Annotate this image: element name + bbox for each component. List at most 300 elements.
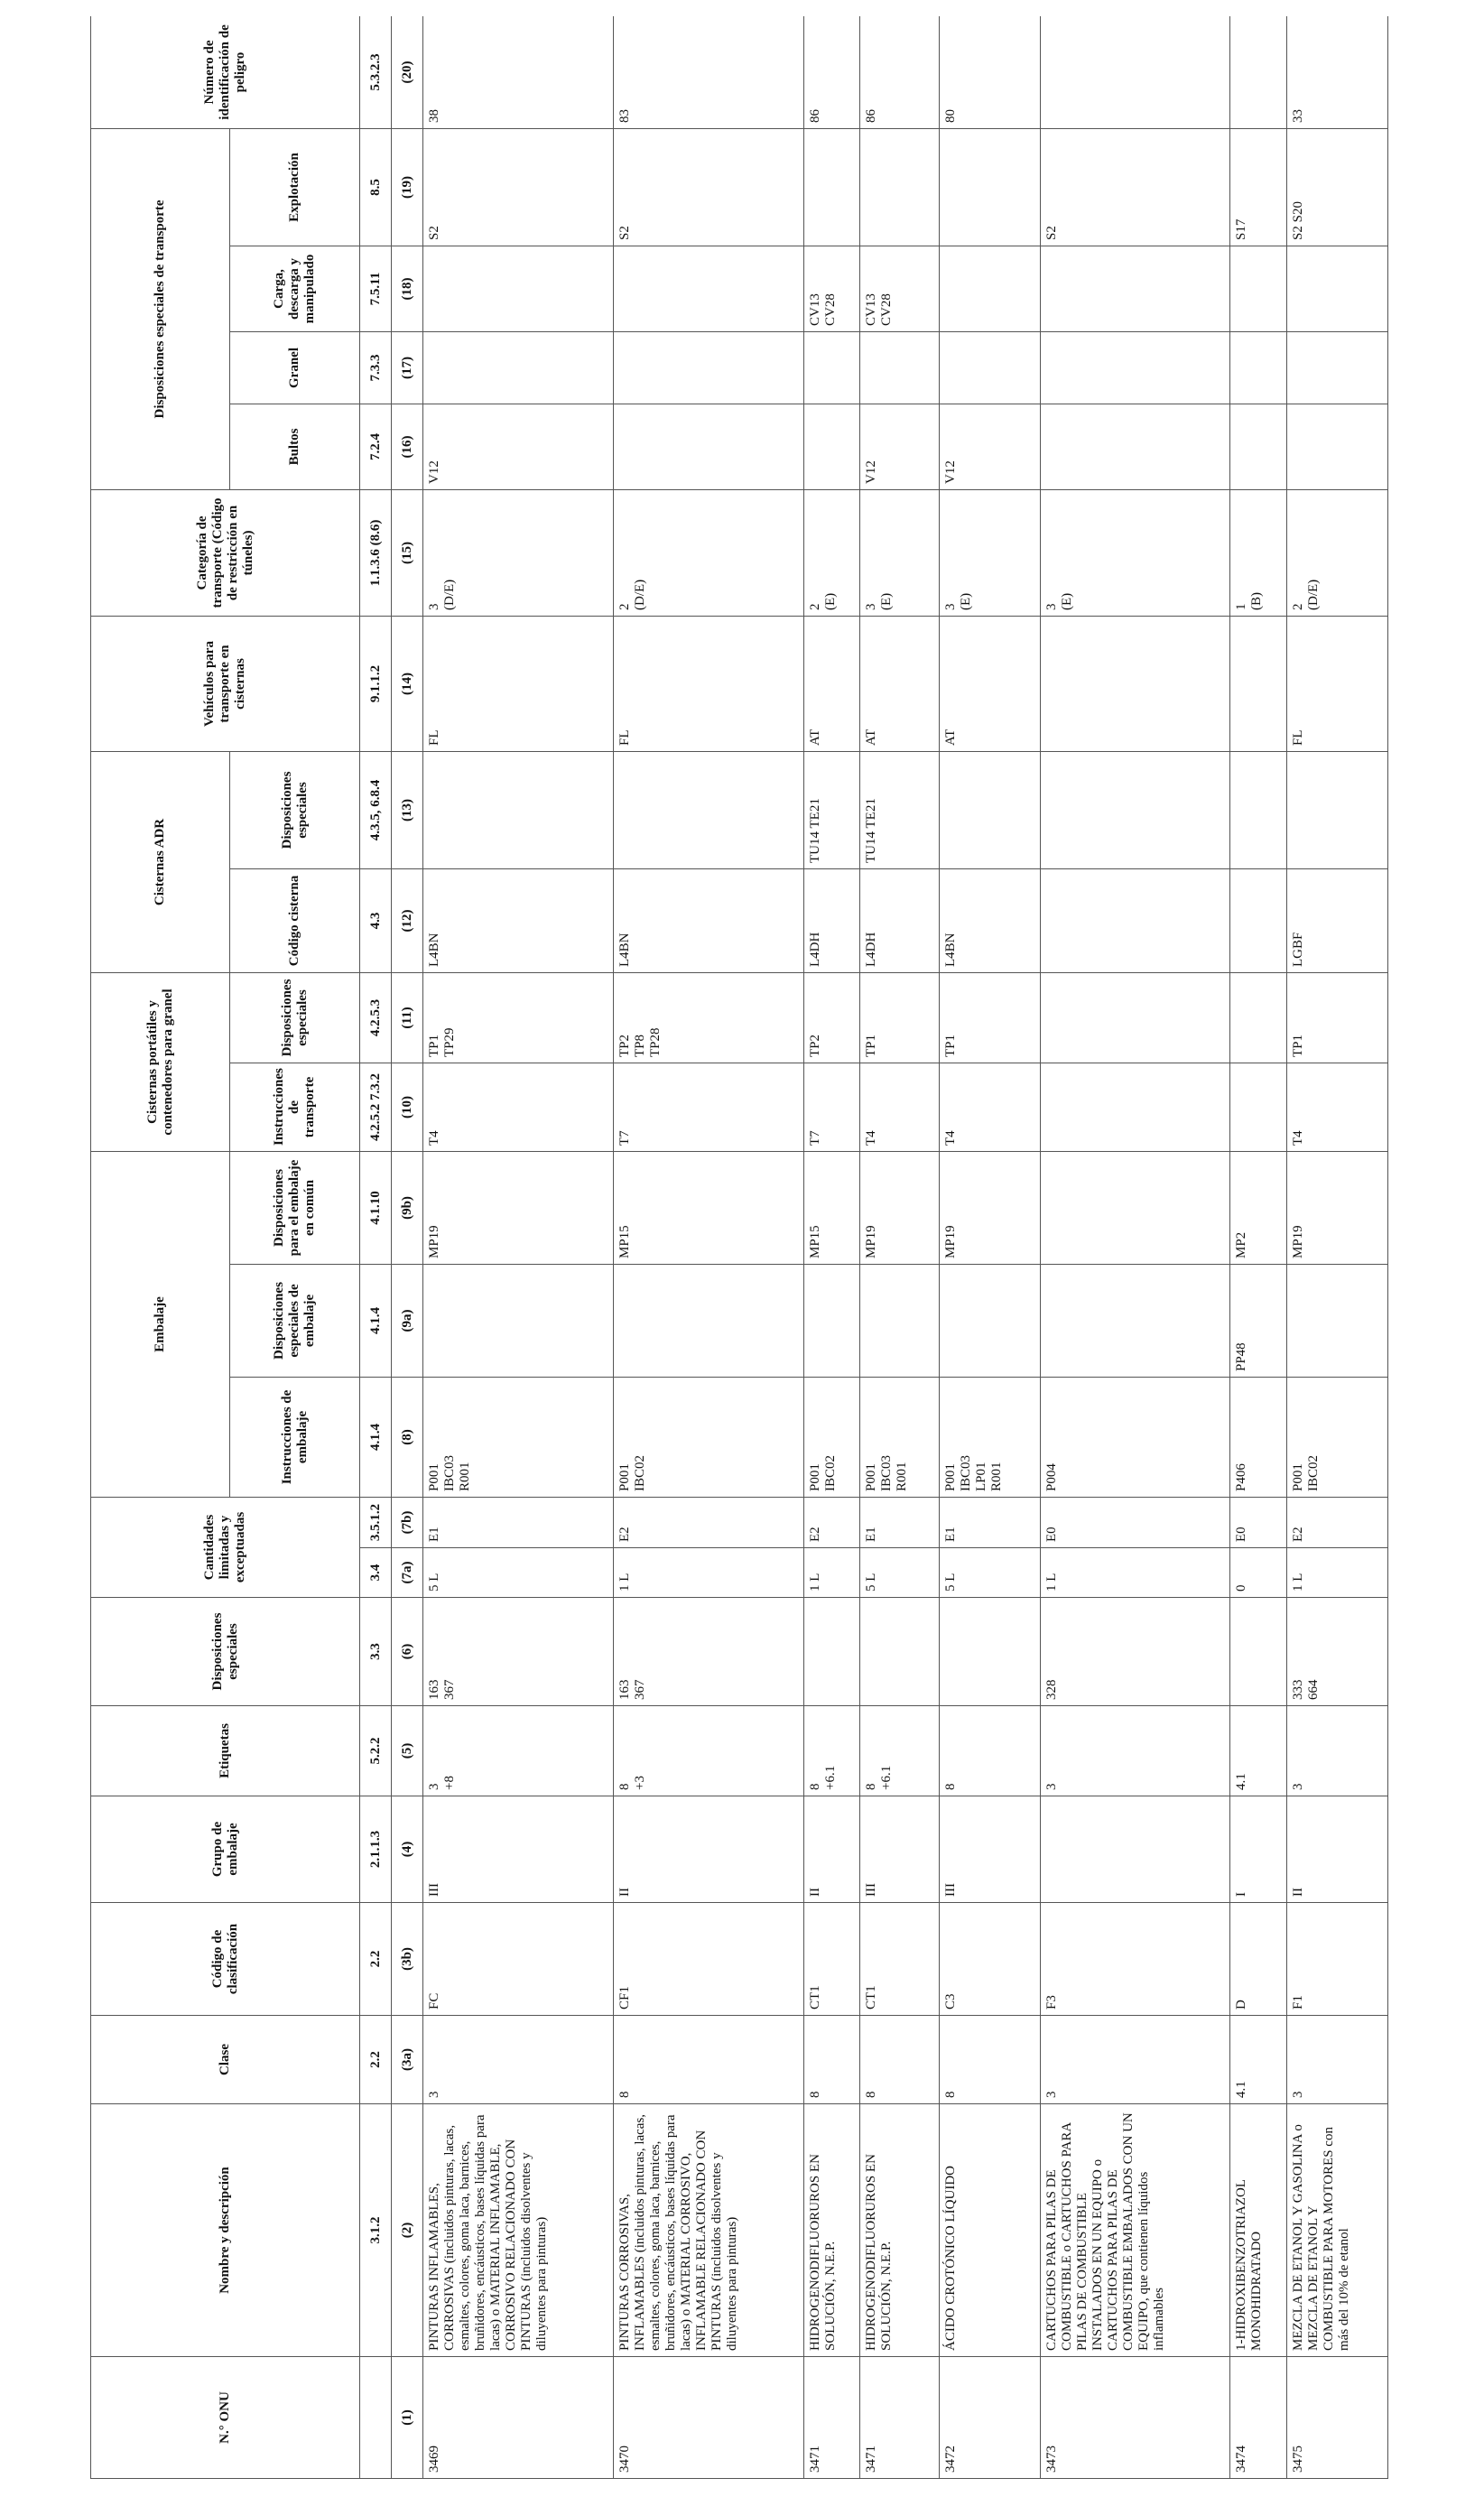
labels-cell-line: +6.1 — [822, 1765, 838, 1790]
transport-category-cell-line: 2 — [807, 603, 822, 610]
hazard-id-cell: 86 — [803, 16, 860, 128]
portable-special-cell — [860, 972, 939, 1063]
column-number-cell: (19) — [392, 128, 423, 246]
header-transport-category: Categoría de transporte (Código de restricción en túneles) — [91, 489, 360, 616]
adr-special-cell — [1040, 751, 1230, 868]
header-tank-code: Código cisterna — [230, 868, 360, 972]
column-number-row — [392, 16, 423, 2479]
transport-category-cell — [803, 489, 860, 616]
excepted-quantity-cell: E2 — [803, 1498, 860, 1548]
name-cell: HIDROGENODIFLUORUROS EN SOLUCIÓN, N.E.P. — [803, 2104, 860, 2357]
portable-special-cell — [613, 972, 803, 1063]
column-number-cell: (18) — [392, 246, 423, 331]
limited-quantity-cell: 1 L — [613, 1548, 803, 1598]
special-packing-cell — [1040, 1265, 1230, 1378]
un-number-cell: 3472 — [939, 2357, 1040, 2479]
loading-cell — [1286, 246, 1387, 331]
labels-cell-line: +8 — [442, 1776, 457, 1790]
operation-cell: S17 — [1230, 128, 1287, 246]
transport-category-cell — [939, 489, 1040, 616]
mixed-packing-cell: MP15 — [613, 1152, 803, 1265]
reference-cell: 2.1.1.3 — [360, 1796, 392, 1903]
packages-cell: V12 — [939, 404, 1040, 489]
special-packing-cell — [423, 1265, 614, 1378]
table-row — [1040, 16, 1230, 2479]
class-cell: 4.1 — [1230, 2016, 1287, 2104]
reference-cell: 3.5.1.2 — [360, 1498, 392, 1548]
reference-cell: 7.3.3 — [360, 331, 392, 404]
name-cell: PINTURAS INFLAMABLES, CORROSIVAS (incluidos pinturas, lacas, esmaltes, colores, goma laca, barnices, bruñidores, encáusticos, bases líquidas para lacas) o MATERIAL INFLAMABLE, CORROSIVO RELACIONADO CON PINTURAS (incluidos disolventes y diluyentes para pinturas) — [423, 2104, 614, 2357]
packages-cell — [1230, 404, 1287, 489]
operation-cell: S2 — [423, 128, 614, 246]
special-provisions-cell — [423, 1598, 614, 1706]
labels-cell — [803, 1706, 860, 1796]
labels-cell — [1286, 1706, 1387, 1796]
packing-instructions-cell-line: IBC02 — [1305, 1454, 1321, 1491]
special-provisions-cell-line: 367 — [632, 1679, 647, 1700]
column-number-cell: (8) — [392, 1378, 423, 1498]
transport-category-cell-line: 3 — [942, 603, 958, 610]
un-number-cell: 3471 — [860, 2357, 939, 2479]
table-row — [613, 16, 803, 2479]
column-number-cell: (20) — [392, 16, 423, 128]
header-transport-instructions: Instrucciones de transporte — [230, 1063, 360, 1152]
loading-cell-line: CV13 — [807, 293, 822, 326]
portable-special-cell — [939, 972, 1040, 1063]
column-number-cell: (3a) — [392, 2016, 423, 2104]
portable-special-cell-line: TP8 — [632, 1034, 647, 1057]
table-body — [423, 16, 1388, 2479]
adr-special-cell — [613, 751, 803, 868]
loading-cell-line: CV28 — [822, 293, 838, 326]
header-transport-special: Disposiciones especiales de transporte — [91, 128, 230, 489]
header-hazard-id: Número de identificación de peligro — [91, 16, 360, 128]
transport-category-cell-line: 1 — [1234, 603, 1249, 610]
reference-cell: 3.3 — [360, 1598, 392, 1706]
name-cell: PINTURAS CORROSIVAS, INFLAMABLES (incluidos pinturas, lacas, esmaltes, colores, goma laca, barnices, bruñidores, encáusticos, bases líquidas para lacas) o MATERIAL CORROSIVO, INFLAMABLE RELACIONADO CON PINTURAS (incluidos disolventes y diluyentes para pinturas) — [613, 2104, 803, 2357]
transport-category-cell-line: 3 — [1043, 603, 1059, 610]
column-number-cell: (7a) — [392, 1548, 423, 1598]
special-provisions-cell — [1040, 1598, 1230, 1706]
labels-cell — [1040, 1706, 1230, 1796]
portable-special-cell — [1040, 972, 1230, 1063]
loading-cell — [1230, 246, 1287, 331]
bulk-cell — [939, 331, 1040, 404]
special-provisions-cell — [803, 1598, 860, 1706]
labels-cell-line: 4.1 — [1234, 1773, 1249, 1790]
loading-cell — [860, 246, 939, 331]
packages-cell — [1040, 404, 1230, 489]
column-number-cell: (6) — [392, 1598, 423, 1706]
transport-category-cell — [1286, 489, 1387, 616]
name-cell: HIDROGENODIFLUORUROS EN SOLUCIÓN, N.E.P. — [860, 2104, 939, 2357]
special-packing-cell — [939, 1265, 1040, 1378]
bulk-cell — [1230, 331, 1287, 404]
packing-group-cell: II — [1286, 1796, 1387, 1903]
header-labels: Etiquetas — [91, 1706, 360, 1796]
header-limited-quantities: Cantidades limitadas y exceptuadas — [91, 1498, 360, 1598]
packing-instructions-cell — [860, 1378, 939, 1498]
packages-cell: V12 — [423, 404, 614, 489]
table-row — [1286, 16, 1387, 2479]
transport-instructions-cell — [1040, 1063, 1230, 1152]
header-un-no: N.° ONU — [91, 2357, 360, 2479]
portable-special-cell-line: TP2 — [807, 1034, 822, 1057]
class-cell: 8 — [613, 2016, 803, 2104]
class-code-cell: D — [1230, 1903, 1287, 2016]
tank-code-cell: L4BN — [613, 868, 803, 972]
special-provisions-cell — [613, 1598, 803, 1706]
header-class-code: Código de clasificación — [91, 1903, 360, 2016]
reference-cell: 9.1.1.2 — [360, 616, 392, 751]
labels-cell — [613, 1706, 803, 1796]
transport-instructions-cell: T7 — [613, 1063, 803, 1152]
portable-special-cell — [1286, 972, 1387, 1063]
header-vehicle: Vehículos para transporte en cisternas — [91, 616, 360, 751]
packing-instructions-cell — [1230, 1378, 1287, 1498]
header-packing-instructions: Instrucciones de embalaje — [230, 1378, 360, 1498]
limited-quantity-cell: 1 L — [1286, 1548, 1387, 1598]
header-special-provisions: Disposiciones especiales — [91, 1598, 360, 1706]
packing-instructions-cell-line: R001 — [458, 1462, 472, 1491]
column-number-cell: (3b) — [392, 1903, 423, 2016]
vehicle-cell: AT — [803, 616, 860, 751]
loading-cell — [1040, 246, 1230, 331]
column-number-cell: (16) — [392, 404, 423, 489]
header-portable-tanks: Cisternas portátiles y contenedores para granel — [91, 972, 230, 1151]
loading-cell — [939, 246, 1040, 331]
header-name: Nombre y descripción — [91, 2104, 360, 2357]
operation-cell: S2 — [613, 128, 803, 246]
reference-cell: 2.2 — [360, 1903, 392, 2016]
labels-cell-line: 8 — [864, 1783, 879, 1790]
un-number-cell: 3475 — [1286, 2357, 1387, 2479]
adr-special-cell: TU14 TE21 — [803, 751, 860, 868]
packing-instructions-cell-line: LP01 — [973, 1462, 988, 1491]
vehicle-cell: AT — [939, 616, 1040, 751]
header-portable-special: Disposiciones especiales — [230, 972, 360, 1063]
special-packing-cell — [613, 1265, 803, 1378]
transport-instructions-cell — [1230, 1063, 1287, 1152]
packing-instructions-cell — [1040, 1378, 1230, 1498]
reference-cell: 4.1.4 — [360, 1265, 392, 1378]
packing-instructions-cell — [1286, 1378, 1387, 1498]
transport-category-cell-line: (D/E) — [632, 579, 647, 610]
table-row — [1230, 16, 1287, 2479]
portable-special-cell-line: TP2 — [617, 1034, 632, 1057]
class-cell: 3 — [423, 2016, 614, 2104]
packing-group-cell: III — [860, 1796, 939, 1903]
mixed-packing-cell: MP15 — [803, 1152, 860, 1265]
packing-group-cell: II — [803, 1796, 860, 1903]
limited-quantity-cell: 1 L — [1040, 1548, 1230, 1598]
packing-instructions-cell-line: IBC03 — [442, 1454, 457, 1491]
transport-instructions-cell: T4 — [939, 1063, 1040, 1152]
reference-cell: 4.2.5.3 — [360, 972, 392, 1063]
special-provisions-cell — [939, 1598, 1040, 1706]
labels-cell-line: 3 — [427, 1783, 441, 1790]
header-loading: Carga, descarga y manipulado — [230, 246, 360, 331]
packing-instructions-cell-line: IBC02 — [822, 1454, 838, 1491]
packing-group-cell: I — [1230, 1796, 1287, 1903]
hazard-id-cell: 83 — [613, 16, 803, 128]
excepted-quantity-cell: E1 — [423, 1498, 614, 1548]
header-packaging: Embalaje — [91, 1152, 230, 1498]
packing-instructions-cell — [803, 1378, 860, 1498]
reference-cell: 4.2.5.2 7.3.2 — [360, 1063, 392, 1152]
reference-cell: 1.1.3.6 (8.6) — [360, 489, 392, 616]
class-code-cell: F1 — [1286, 1903, 1387, 2016]
column-number-cell: (12) — [392, 868, 423, 972]
class-code-cell: F3 — [1040, 1903, 1230, 2016]
column-number-cell: (9b) — [392, 1152, 423, 1265]
operation-cell: S2 S20 — [1286, 128, 1387, 246]
class-cell: 3 — [1286, 2016, 1387, 2104]
portable-special-cell-line: TP29 — [442, 1027, 457, 1057]
portable-special-cell-line: TP28 — [647, 1027, 663, 1057]
hazard-id-cell: 86 — [860, 16, 939, 128]
packages-cell — [613, 404, 803, 489]
transport-category-cell-line: (E) — [822, 592, 838, 610]
packing-instructions-cell — [423, 1378, 614, 1498]
transport-category-cell-line: 2 — [617, 603, 632, 610]
un-number-cell: 3469 — [423, 2357, 614, 2479]
vehicle-cell: AT — [860, 616, 939, 751]
transport-category-cell — [860, 489, 939, 616]
limited-quantity-cell: 5 L — [860, 1548, 939, 1598]
labels-cell — [1230, 1706, 1287, 1796]
transport-category-cell-line: (E) — [958, 592, 973, 610]
column-number-cell: (11) — [392, 972, 423, 1063]
adr-special-cell — [939, 751, 1040, 868]
table-row — [860, 16, 939, 2479]
excepted-quantity-cell: E0 — [1230, 1498, 1287, 1548]
tank-code-cell: L4BN — [939, 868, 1040, 972]
reference-cell: 5.2.2 — [360, 1706, 392, 1796]
transport-instructions-cell: T4 — [423, 1063, 614, 1152]
reference-cell: 7.2.4 — [360, 404, 392, 489]
hazard-id-cell: 38 — [423, 16, 614, 128]
labels-cell-line: +3 — [632, 1776, 647, 1790]
loading-cell-line: CV13 — [864, 293, 879, 326]
labels-cell — [860, 1706, 939, 1796]
class-code-cell: CF1 — [613, 1903, 803, 2016]
vehicle-cell: FL — [423, 616, 614, 751]
special-provisions-cell-line: 333 — [1290, 1679, 1305, 1700]
special-provisions-cell — [1230, 1598, 1287, 1706]
mixed-packing-cell: MP19 — [1286, 1152, 1387, 1265]
tank-code-cell — [1230, 868, 1287, 972]
transport-instructions-cell: T4 — [860, 1063, 939, 1152]
labels-cell-line: 8 — [617, 1783, 632, 1790]
column-number-cell: (1) — [392, 2357, 423, 2479]
operation-cell — [860, 128, 939, 246]
special-provisions-cell-line: 163 — [427, 1679, 441, 1700]
bulk-cell — [423, 331, 614, 404]
loading-cell — [423, 246, 614, 331]
loading-cell — [803, 246, 860, 331]
operation-cell — [939, 128, 1040, 246]
reference-row — [360, 16, 392, 2479]
header-operation: Explotación — [230, 128, 360, 246]
header-special-packing: Disposiciones especiales de embalaje — [230, 1265, 360, 1378]
packing-instructions-cell-line: P004 — [1043, 1463, 1059, 1491]
packing-instructions-cell-line: P001 — [807, 1463, 822, 1491]
labels-cell-line: 3 — [1043, 1783, 1059, 1790]
tank-code-cell: L4BN — [423, 868, 614, 972]
special-packing-cell — [1286, 1265, 1387, 1378]
adr-special-cell — [1230, 751, 1287, 868]
reference-cell: 4.3 — [360, 868, 392, 972]
adr-special-cell — [423, 751, 614, 868]
column-number-cell: (9a) — [392, 1265, 423, 1378]
header-mixed-packing: Disposiciones para el embalaje en común — [230, 1152, 360, 1265]
un-number-cell: 3470 — [613, 2357, 803, 2479]
header-bulk: Granel — [230, 331, 360, 404]
name-cell: MEZCLA DE ETANOL Y GASOLINA o MEZCLA DE ETANOL Y COMBUSTIBLE PARA MOTORES con más del 10% de etanol — [1286, 2104, 1387, 2357]
transport-instructions-cell: T7 — [803, 1063, 860, 1152]
excepted-quantity-cell: E0 — [1040, 1498, 1230, 1548]
packages-cell — [803, 404, 860, 489]
mixed-packing-cell: MP19 — [939, 1152, 1040, 1265]
rotated-table-container — [90, 16, 1388, 2479]
bulk-cell — [1040, 331, 1230, 404]
operation-cell — [803, 128, 860, 246]
portable-special-cell — [1230, 972, 1287, 1063]
packing-instructions-cell-line: P001 — [427, 1463, 441, 1491]
operation-cell: S2 — [1040, 128, 1230, 246]
portable-special-cell-line: TP1 — [1290, 1034, 1305, 1057]
header-class: Clase — [91, 2016, 360, 2104]
packing-group-cell — [1040, 1796, 1230, 1903]
limited-quantity-cell: 5 L — [423, 1548, 614, 1598]
class-code-cell: CT1 — [803, 1903, 860, 2016]
transport-category-cell-line: (B) — [1249, 591, 1265, 610]
transport-category-cell — [423, 489, 614, 616]
reference-cell: 4.1.4 — [360, 1378, 392, 1498]
tank-code-cell: L4DH — [860, 868, 939, 972]
transport-category-cell-line: (E) — [879, 592, 895, 610]
mixed-packing-cell: MP2 — [1230, 1152, 1287, 1265]
transport-instructions-cell: T4 — [1286, 1063, 1387, 1152]
adr-special-cell — [1286, 751, 1387, 868]
table-row — [423, 16, 614, 2479]
special-provisions-cell — [1286, 1598, 1387, 1706]
transport-category-cell-line: (D/E) — [442, 579, 457, 610]
reference-cell: 3.1.2 — [360, 2104, 392, 2357]
packing-instructions-cell-line: P001 — [864, 1463, 879, 1491]
hazard-id-cell: 80 — [939, 16, 1040, 128]
column-number-cell: (17) — [392, 331, 423, 404]
name-cell: CARTUCHOS PARA PILAS DE COMBUSTIBLE o CARTUCHOS PARA PILAS DE COMBUSTIBLE INSTALADOS EN UN EQUIPO o CARTUCHOS PARA PILAS DE COMBUSTIBLE EMBALADOS CON UN EQUIPO, que contienen líquidos inflamables — [1040, 2104, 1230, 2357]
packing-instructions-cell-line: P001 — [617, 1463, 632, 1491]
class-cell: 8 — [803, 2016, 860, 2104]
transport-category-cell — [1040, 489, 1230, 616]
special-provisions-cell — [860, 1598, 939, 1706]
mixed-packing-cell: MP19 — [860, 1152, 939, 1265]
portable-special-cell — [423, 972, 614, 1063]
column-number-cell: (15) — [392, 489, 423, 616]
excepted-quantity-cell: E2 — [1286, 1498, 1387, 1548]
packing-instructions-cell-line: P001 — [942, 1463, 958, 1491]
reference-cell: 4.3.5, 6.8.4 — [360, 751, 392, 868]
dangerous-goods-table — [90, 16, 1388, 2479]
reference-cell: 7.5.11 — [360, 246, 392, 331]
special-provisions-cell-line: 163 — [617, 1679, 632, 1700]
excepted-quantity-cell: E1 — [939, 1498, 1040, 1548]
packing-instructions-cell — [939, 1378, 1040, 1498]
vehicle-cell: FL — [1286, 616, 1387, 751]
loading-cell-line: CV28 — [879, 293, 895, 326]
packages-cell — [1286, 404, 1387, 489]
class-cell: 3 — [1040, 2016, 1230, 2104]
bulk-cell — [803, 331, 860, 404]
vehicle-cell — [1230, 616, 1287, 751]
header-packages: Bultos — [230, 404, 360, 489]
bulk-cell — [1286, 331, 1387, 404]
transport-category-cell-line: (E) — [1059, 592, 1074, 610]
mixed-packing-cell — [1040, 1152, 1230, 1265]
limited-quantity-cell: 5 L — [939, 1548, 1040, 1598]
reference-cell: 5.3.2.3 — [360, 16, 392, 128]
excepted-quantity-cell: E2 — [613, 1498, 803, 1548]
class-code-cell: CT1 — [860, 1903, 939, 2016]
labels-cell-line: 8 — [807, 1783, 822, 1790]
limited-quantity-cell: 0 — [1230, 1548, 1287, 1598]
portable-special-cell-line: TP1 — [427, 1034, 441, 1057]
un-number-cell: 3474 — [1230, 2357, 1287, 2479]
class-code-cell: FC — [423, 1903, 614, 2016]
class-cell: 8 — [860, 2016, 939, 2104]
special-provisions-cell-line: 328 — [1043, 1679, 1059, 1700]
transport-category-cell-line: (D/E) — [1305, 579, 1321, 610]
packing-instructions-cell — [613, 1378, 803, 1498]
un-number-cell: 3473 — [1040, 2357, 1230, 2479]
name-cell: 1-HIDROXIBENZOTRIAZOL MONOHIDRATADO — [1230, 2104, 1287, 2357]
hazard-id-cell: 33 — [1286, 16, 1387, 128]
header-packing-group: Grupo de embalaje — [91, 1796, 360, 1903]
mixed-packing-cell: MP19 — [423, 1152, 614, 1265]
labels-cell-line: +6.1 — [879, 1765, 895, 1790]
transport-category-cell — [1230, 489, 1287, 616]
tank-code-cell — [1040, 868, 1230, 972]
transport-category-cell-line: 2 — [1290, 603, 1305, 610]
header-adr-special: Disposiciones especiales — [230, 751, 360, 868]
hazard-id-cell — [1040, 16, 1230, 128]
class-cell: 8 — [939, 2016, 1040, 2104]
labels-cell — [939, 1706, 1040, 1796]
column-number-cell: (4) — [392, 1796, 423, 1903]
bulk-cell — [860, 331, 939, 404]
table-row — [803, 16, 860, 2479]
bulk-cell — [613, 331, 803, 404]
packing-instructions-cell-line: R001 — [988, 1462, 1004, 1491]
labels-cell-line: 8 — [942, 1783, 958, 1790]
name-cell: ÁCIDO CROTÓNICO LÍQUIDO — [939, 2104, 1040, 2357]
vehicle-cell — [1040, 616, 1230, 751]
table-row — [939, 16, 1040, 2479]
packing-group-cell: III — [423, 1796, 614, 1903]
limited-quantity-cell: 1 L — [803, 1548, 860, 1598]
column-number-cell: (7b) — [392, 1498, 423, 1548]
special-packing-cell — [1230, 1265, 1287, 1378]
labels-cell-line: 3 — [1290, 1783, 1305, 1790]
packing-instructions-cell-line: IBC03 — [879, 1454, 895, 1491]
special-provisions-cell-line: 367 — [442, 1679, 457, 1700]
adr-special-cell: TU14 TE21 — [860, 751, 939, 868]
reference-cell: 2.2 — [360, 2016, 392, 2104]
header-adr-tanks: Cisternas ADR — [91, 751, 230, 972]
